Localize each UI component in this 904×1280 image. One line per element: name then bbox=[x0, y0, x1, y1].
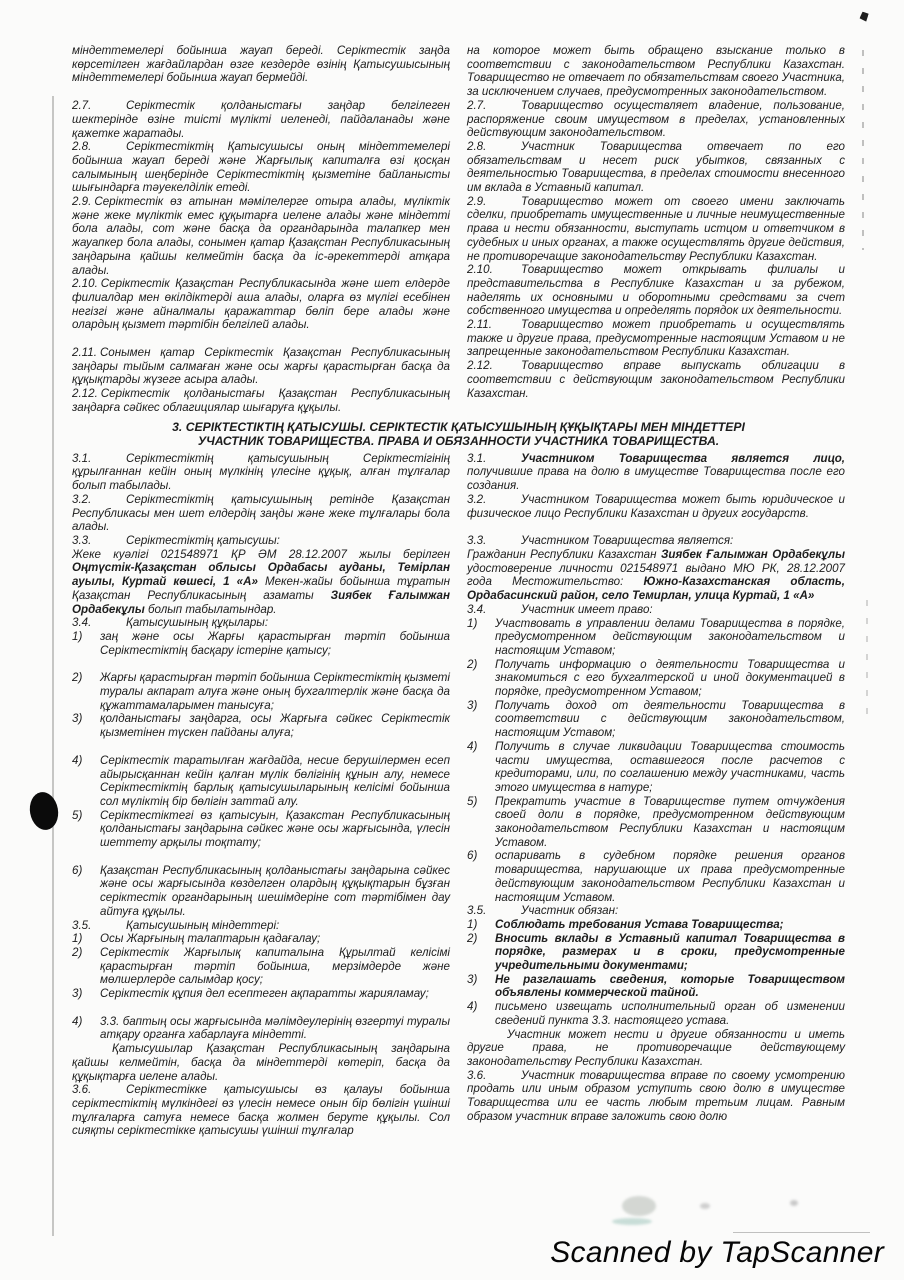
paragraph bbox=[72, 616, 450, 630]
paragraph-text: Участник имеет право: bbox=[521, 602, 653, 616]
paragraph bbox=[72, 277, 450, 332]
section-3-heading-kazakh: 3. СЕРІКТЕСТІКТІҢ ҚАТЫСУШЫ. СЕРІКТЕСТІК ҚАТЫСУШЫНЫҢ ҚҰҚЫҚТАРЫ МЕН МІНДЕТТЕРІ bbox=[172, 419, 745, 434]
list-item bbox=[467, 617, 845, 658]
paragraph-text: Қатысушының міндеттері: bbox=[126, 918, 280, 932]
section-3-heading-russian: УЧАСТНИК ТОВАРИЩЕСТВА. ПРАВА И ОБЯЗАННОСТИ УЧАСТНИКА ТОВАРИЩЕСТВА. bbox=[197, 434, 720, 449]
paragraph-text: Серіктестік қолданыстағы Қазақстан Республикасының заңдарға сәйкес облагициялар шығаруға құқылы. bbox=[72, 387, 450, 414]
paragraph-text: Серіктестік Жарғылық капиталына Құрылтай келісімі қарастырған тәртіп бойынша, мерзімдерде және мөлшерлерде салымдар қосу; bbox=[100, 945, 450, 987]
list-item bbox=[467, 973, 845, 1000]
item-number: 3) bbox=[72, 987, 83, 1001]
paragraph bbox=[467, 904, 845, 918]
paragraph-text: Серіктестіктің Қатысушысы оның міндеттемелері бойынша жауап береді және Жарғылық капиталға өзі қосқан салымының шеңберінде Серіктестіктің қызметіне байланысты шығындарға тәуекелділік етеді. bbox=[72, 140, 450, 195]
paragraph-text: Қазақстан Республикасының қолданыстағы заңдарына сәйкес және осы жарғысында көзделген олардың құқықтарын бұзған серіктестік органдарының шешімдеріне сот тәртібімен дау айтуға құқылы. bbox=[100, 863, 450, 918]
paragraph bbox=[72, 1083, 450, 1138]
paragraph bbox=[467, 1028, 845, 1069]
paragraph bbox=[72, 99, 450, 140]
bottom-columns bbox=[72, 452, 845, 1138]
item-number: 1) bbox=[467, 917, 478, 931]
paragraph-text: Серіктестіктің қатысушының ретінде Қазақстан Республикасы мен шет елдердің заңды және жеке тұлғалары бола алады. bbox=[72, 492, 450, 534]
list-item bbox=[467, 849, 845, 904]
paragraph-text: Участник товарищества вправе по своему усмотрению продать или иным образом уступить свою долю в имуществе Товарищества или ее часть любым третьим лицам. Равным образом участник вправе заложить свою долю bbox=[467, 1068, 845, 1123]
list-item bbox=[72, 932, 450, 946]
paragraph bbox=[72, 534, 450, 548]
corner-speck bbox=[859, 11, 869, 21]
paragraph bbox=[467, 603, 845, 617]
list-item bbox=[72, 946, 450, 987]
item-number: 3.4. bbox=[467, 602, 487, 616]
item-number: 2) bbox=[467, 657, 478, 671]
column-russian-top bbox=[467, 44, 845, 415]
paragraph-text: заң және осы Жарғы қарастырған тәртіп бойынша Серіктестіктің басқару істеріне қатысу; bbox=[100, 629, 450, 657]
paragraph-text: Серіктестіктің қатысушы: bbox=[126, 533, 280, 547]
list-item bbox=[467, 658, 845, 699]
paragraph-text: письмено извещать исполнительный орган об изменении сведений пункта 3.3. настоящего устава. bbox=[495, 1000, 845, 1027]
item-number: 1) bbox=[72, 629, 83, 643]
paragraph bbox=[72, 452, 450, 493]
paragraph bbox=[467, 493, 845, 520]
item-number: 3.5. bbox=[467, 904, 487, 918]
item-number: 5) bbox=[72, 808, 83, 822]
item-number: 3) bbox=[467, 698, 478, 712]
paragraph-text: Участником Товарищества может быть юридическое и физическое лицо Республики Казахстан и других государств. bbox=[467, 492, 845, 520]
paragraph bbox=[467, 99, 845, 140]
item-number: 2.9. bbox=[467, 194, 487, 208]
item-number: 1) bbox=[467, 616, 478, 630]
section-3-heading bbox=[72, 420, 845, 449]
paragraph bbox=[467, 548, 845, 603]
item-number: 1) bbox=[72, 932, 83, 946]
scan-smudge bbox=[700, 1203, 710, 1209]
paragraph-text: оспаривать в судебном порядке решения органов товарищества, нарушающие их права предусмотренные действующим законодательством Республики Казахстан и настоящим Уставом. bbox=[495, 849, 845, 904]
paragraph bbox=[72, 387, 450, 414]
item-number: 2) bbox=[72, 671, 83, 685]
paragraph bbox=[467, 140, 845, 195]
item-number: 4) bbox=[72, 1014, 83, 1028]
item-number: 2.9. bbox=[72, 195, 92, 209]
column-kazakh-top bbox=[72, 44, 450, 415]
item-number: 5) bbox=[467, 794, 478, 808]
paragraph-text: Қатысушының құқылары: bbox=[126, 616, 269, 630]
paragraph-text: Товарищество может приобретать и осуществлять также и другие права, предусмотренные настоящим Уставом и не запрещенные законодательством Республики Казахстан. bbox=[467, 318, 845, 359]
item-number: 3.2. bbox=[72, 492, 92, 506]
item-number: 4) bbox=[72, 753, 83, 767]
paragraph-text: Товарищество осуществляет владение, пользование, распоряжение своим имуществом в пределах, установленных действующим законодательством. bbox=[467, 98, 845, 140]
scanner-watermark: Scanned by TapScanner bbox=[550, 1236, 884, 1269]
paragraph bbox=[467, 359, 845, 400]
list-item bbox=[467, 918, 845, 932]
scan-left-edge-line bbox=[52, 96, 54, 1236]
paragraph-text: Вносить вклады в Уставный капитал Товарищества в порядке, размерах и в сроки, предусмотренные учредительными документами; bbox=[495, 931, 845, 973]
paragraph bbox=[72, 346, 450, 387]
paragraph-text: Прекратить участие в Товариществе путем отчуждения своей доли в порядке, предусмотренном действующим законодательством Республики Казахстан и настоящим Уставом. bbox=[495, 794, 845, 849]
paragraph bbox=[467, 318, 845, 359]
item-number: 2.8. bbox=[72, 140, 92, 154]
item-number: 3) bbox=[467, 972, 478, 986]
item-number: 2.12. bbox=[72, 387, 98, 401]
paragraph bbox=[72, 195, 450, 277]
paragraph-text: Серіктестік құпия дел есептеген ақпаратты жарияламау; bbox=[100, 987, 429, 1001]
paragraph-text: Товарищество может от своего имени заключать сделки, приобретать имущественные и личные неимущественные права и нести обязанности, выступать истцом и ответчиком в судебных и иных органах, а также осуществлять другие действия, не противоречащие законодательству Республики Казахстан. bbox=[467, 194, 845, 263]
item-number: 2.7. bbox=[72, 99, 92, 113]
list-item bbox=[72, 671, 450, 712]
paragraph-text: Участник может нести и другие обязанности и иметь другие права, не противоречащие действующему законодательству Республики Казахстан. bbox=[467, 1027, 845, 1068]
paragraph-text: Сонымен қатар Серіктестік Қазақстан Республикасының заңдары тыйым салмаған және осы жарғы қарастырған басқа да құқықтарды жүзеге асыра алады. bbox=[72, 346, 450, 387]
item-number: 2.8. bbox=[467, 139, 487, 153]
item-number: 2.7. bbox=[467, 98, 487, 112]
paragraph bbox=[72, 493, 450, 534]
paragraph-text: Участником Товарищества является: bbox=[521, 534, 734, 548]
item-number: 2) bbox=[467, 931, 478, 945]
paragraph-text: Получать доход от деятельности Товарищества в соответствии с действующим законодательством, настоящим Уставом; bbox=[495, 698, 845, 740]
item-number: 3.6. bbox=[467, 1068, 487, 1082]
paragraph-text: Гражданин Республики Казахстан Зиябек Ғалымжан Ордабекұлы удостоверение личности 021548971 выдано МЮ РК, 28.12.2007 года Местожительство: Южно-Казахстанская область, Ордабасинский район, село Темирлан, улица Куртай, 1 «А» bbox=[467, 547, 845, 603]
paragraph-text: Получить в случае ликвидации Товарищества стоимость части имущества, оставшегося после расчетов с кредиторами, или, по соглашению между участниками, часть этого имущества в натуре; bbox=[495, 739, 845, 794]
item-number: 3.2. bbox=[467, 492, 487, 506]
paragraph bbox=[467, 534, 845, 548]
paragraph-text: Участник обязан: bbox=[521, 904, 619, 918]
paragraph-text: Серіктестіктің қатысушының Серіктестігінің құрылғаннан кейін оның мүлкінің үлесіне құқық, алған тұлғалар болып табылады. bbox=[72, 451, 450, 493]
list-item bbox=[467, 932, 845, 973]
paragraph-text: Серіктестік қолданыстағы заңдар белгілеген шектерінде өзіне тиісті мүлікті иеленеді, пайдаланады және қажетке жаратады. bbox=[72, 99, 450, 140]
paragraph-text: 3.3. баптың осы жарғысында мәлімдеулерінің өзгертуі туралы атқару органға хабарлауға міндетті. bbox=[100, 1014, 450, 1042]
column-russian-bottom bbox=[467, 452, 845, 1138]
paragraph bbox=[72, 548, 450, 617]
list-item bbox=[467, 795, 845, 850]
item-number: 3.4. bbox=[72, 616, 92, 630]
item-number: 3) bbox=[72, 712, 83, 726]
item-number: 2) bbox=[72, 945, 83, 959]
paragraph bbox=[467, 1069, 845, 1124]
hole-punch-mark bbox=[27, 790, 61, 832]
scan-smudge bbox=[612, 1218, 652, 1225]
item-number: 3.1. bbox=[72, 451, 92, 465]
item-number: 3.6. bbox=[72, 1083, 92, 1097]
list-item bbox=[72, 754, 450, 809]
list-item bbox=[72, 864, 450, 919]
paragraph-text: Участвовать в управлении делами Товарищества в порядке, предусмотренном действующим законодательством и настоящим Уставом; bbox=[495, 616, 845, 657]
item-number: 3.1. bbox=[467, 451, 487, 465]
item-number: 2.12. bbox=[467, 359, 493, 373]
item-number: 3.3. bbox=[72, 533, 92, 547]
item-number: 3.3. bbox=[467, 534, 487, 548]
paragraph-text: Серіктестік өз атынан мәмілелерге отыра алады, мүліктік және жеке мүліктік емес құқытарға иелене алады және міндетті бола алады, сот және басқа да органдарында талапкер мен жауапкер бола алады, сонымен қатар Қазақстан Республикасының заңдарына қайшы келмейтін басқа да іс-әрекеттерді атқара алады. bbox=[72, 195, 450, 277]
paragraph-text: Жеке куәлігі 021548971 ҚР ӘМ 28.12.2007 жылы берілген Оңтүстік-Қазақстан облысы Ордабасы ауданы, Темірлан ауылы, Куртай көшесі, 1 «А» Мекен-жайы бойынша тұратын Қазақстан Республикасының азаматы Зиябек Ғалымжан Ордабекұлы болып табылатындар. bbox=[72, 547, 451, 616]
paragraph-text: Серіктестік Қазақстан Республикасында және шет елдерде филиалдар мен өкілдіктерді аша алады, оларға өз мүлігі есебінен негізгі және айналмалы қаражаттар бөліп бере алады және олардың қызмет тәртібін белгілей алады. bbox=[72, 277, 450, 332]
paragraph bbox=[72, 1042, 450, 1083]
item-number: 3.5. bbox=[72, 918, 92, 932]
paragraph-text: Товарищество может открывать филиалы и представительства в Республике Казахстан и за рубежом, наделять их основными и оборотными средствами за счет собственного имущества и определять порядок их деятельности. bbox=[467, 263, 845, 318]
item-number: 2.10. bbox=[72, 277, 98, 291]
top-columns bbox=[72, 44, 845, 415]
paragraph-text: қолданыстағы заңдарга, осы Жарғыға сәйкес Серіктестік қызметінен түскен пайданы алуға; bbox=[100, 712, 450, 740]
list-item bbox=[72, 712, 450, 739]
scan-smudge bbox=[622, 1196, 656, 1216]
paragraph-text: Серіктестіктегі өз қатысуын, Қазакстан Республикасының қолданыстағы заңдарына сәйкес және осы жарғысында, үлесін шеттету арқылы тоқтату; bbox=[100, 808, 450, 850]
paragraph-text: Товарищество вправе выпускать облигации в соответствии с действующим законодательством Республики Казахстан. bbox=[467, 359, 845, 400]
paragraph-text: на которое может быть обращено взыскание только в соответствии с законодательством Республики Казахстан. Товарищество не отвечает по обязательствам своего Участника, за исключением случаев, предусмотренных законодательством. bbox=[467, 44, 845, 99]
paragraph bbox=[72, 44, 450, 85]
column-kazakh-bottom bbox=[72, 452, 450, 1138]
paragraph-text: Қатысушылар Қазақстан Республикасының заңдарына қайшы келмейтін, басқа да міндеттерді көтеріп, басқа да құқықтарға иелене алады. bbox=[72, 1042, 450, 1083]
item-number: 4) bbox=[467, 739, 478, 753]
scan-right-edge-marks bbox=[862, 50, 864, 250]
list-item bbox=[72, 1015, 450, 1042]
item-number: 6) bbox=[72, 863, 83, 877]
paragraph-text: Серіктестікке қатысушысы өз қалауы бойынша серіктестіктің мүлкіндегі өз үлесін немесе онын бір бөлігін үшінші тұлғаларға сатуға немесе басқа жолмен беруте құқылы. Сол сияқты серіктестікке қатысушы үшінші тұлғалар bbox=[72, 1083, 450, 1138]
paragraph-text: Участник Товарищества отвечает по его обязательствам и несет риск убытков, связанных с деятельностью Товарищества, в пределах стоимости внесенного им вклада в Уставный капитал. bbox=[467, 139, 845, 195]
item-number: 2.11. bbox=[467, 318, 492, 332]
paragraph bbox=[467, 452, 845, 493]
paragraph bbox=[72, 919, 450, 933]
paragraph-text: Участником Товарищества является лицо, получившие права на долю в имуществе Товарищества после его создания. bbox=[467, 451, 845, 493]
paragraph-text: Осы Жарғының талаптарын қадағалау; bbox=[100, 932, 321, 946]
paragraph bbox=[467, 195, 845, 264]
item-number: 2.11. bbox=[72, 346, 97, 360]
list-item bbox=[467, 740, 845, 795]
paragraph-text: Серіктестік таратылған жағдайда, несие берушілермен есеп айырысқаннан кейін қалған мүлік бөлігінің құнын алу, немесе Серіктестіктің барлық қатысушыларының келісімі бойынша сол мүліктің бір бөлігін заттай алу. bbox=[100, 753, 450, 808]
paragraph-text: Не разглашать сведения, которые Товариществом объявлены коммерческой тайной. bbox=[495, 972, 845, 1000]
item-number: 4) bbox=[467, 1000, 478, 1014]
paragraph-text: Жарғы қарастырған тәртіп бойынша Серіктестіктің қызметі туралы акпарат алуға және оның бухгалтерлік және басқа да құжаттамаларымен танысуға; bbox=[100, 671, 451, 712]
paragraph-text: міндеттемелері бойынша жауап береді. Серіктестік заңда көрсетілген жағдайлардан өзге кездерде өзінің Қатысушысының міндеттемелері бойынша жауап бермейді. bbox=[72, 44, 450, 85]
paragraph-text: Соблюдать требования Устава Товарищества; bbox=[495, 917, 784, 931]
item-number: 6) bbox=[467, 849, 478, 863]
scan-smudge bbox=[790, 1200, 798, 1206]
list-item bbox=[72, 987, 450, 1001]
paragraph bbox=[467, 263, 845, 318]
paragraph bbox=[467, 44, 845, 99]
paragraph bbox=[72, 140, 450, 195]
item-number: 2.10. bbox=[467, 263, 493, 277]
list-item bbox=[72, 809, 450, 850]
list-item bbox=[72, 630, 450, 657]
charter-document bbox=[72, 44, 845, 1138]
list-item bbox=[467, 699, 845, 740]
paragraph-text: Получать информацию о деятельности Товарищества и знакомиться с его бухгалтерской и иной документацией в порядке, предусмотренном Уставом; bbox=[495, 657, 845, 699]
list-item bbox=[467, 1000, 845, 1027]
scan-right-edge-marks bbox=[866, 600, 868, 720]
scan-pencil-line bbox=[733, 1232, 870, 1233]
